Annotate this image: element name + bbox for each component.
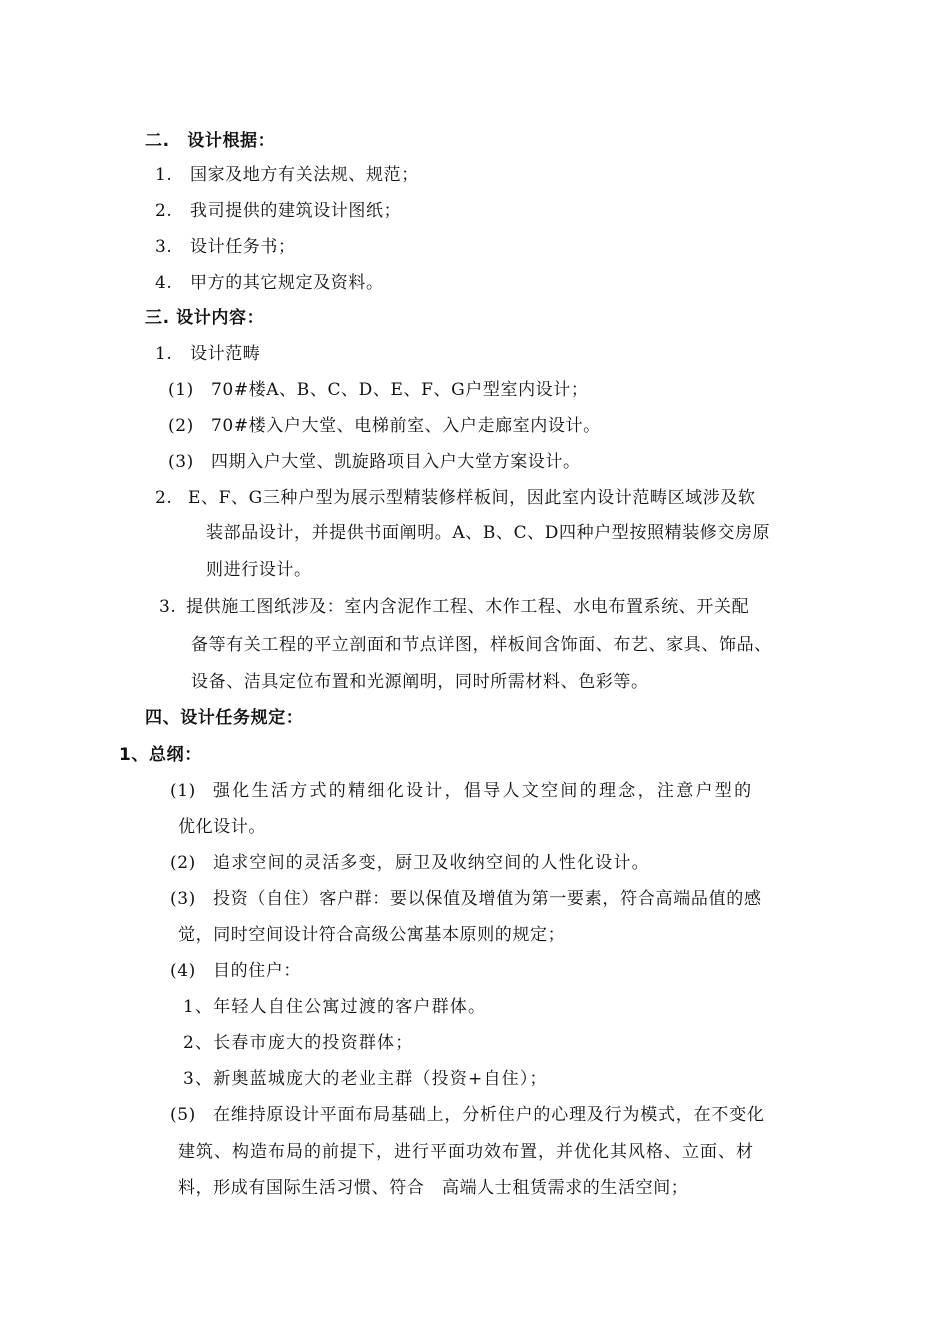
item-number: (2) [168,416,194,436]
sub-item [168,414,601,438]
list-item [155,163,419,187]
item-text: 目的住户： [213,961,301,981]
sub-item [170,1103,765,1127]
list-item: 1、年轻人自住公寓过渡的客户群体。 [183,997,487,1017]
item-number: 3. [159,597,177,617]
list-item [155,199,401,223]
item-number: (2) [170,853,196,873]
section-3-heading: 三. 设计内容： [145,308,265,328]
item-text: 四期入户大堂、凯旋路项目入户大堂方案设计。 [211,452,581,472]
item-number: (3) [170,889,196,909]
section-2-heading: 二. 设计根据： [145,131,276,151]
section-4-heading: 四、设计任务规定： [145,708,304,728]
sub-item [170,887,762,911]
item-number: 1. [155,344,173,364]
paragraph-line: 则进行设计。 [206,560,312,580]
paragraph-line: 强化生活方式的精细化设计，倡导人文空间的理念，注意户型的 [213,781,754,801]
list-item [155,271,384,295]
sub-item [170,959,301,983]
list-item: 2、长春市庞大的投资群体； [183,1033,414,1053]
item-number: 3. [155,237,173,257]
sub-heading: 1、总纲： [119,745,202,765]
item-text: 我司提供的建筑设计图纸； [190,201,402,221]
item-number: (5) [170,1105,196,1125]
item-text: 追求空间的灵活多变，厨卫及收纳空间的人性化设计。 [213,853,650,873]
list-item [155,342,260,366]
paragraph-line: 备等有关工程的平立剖面和节点详图，样板间含饰面、布艺、家具、饰品、 [191,635,772,655]
sub-item [168,450,581,474]
list-item [155,486,756,510]
item-number: 4. [155,273,173,293]
sub-item [170,779,753,803]
paragraph-line: 觉，同时空间设计符合高级公寓基本原则的规定； [178,925,566,945]
paragraph-line: 装部品设计，并提供书面阐明。A、B、C、D四种户型按照精装修交房原 [206,523,771,543]
item-text: 设计任务书； [190,237,296,257]
item-text: 甲方的其它规定及资料。 [190,273,384,293]
paragraph-line: 建筑、构造布局的前提下，进行平面功效布置，并优化其风格、立面、材 [178,1142,754,1162]
item-number: 2. [155,488,173,508]
paragraph-line: E、F、G三种户型为展示型精装修样板间，因此室内设计范畴区域涉及软 [188,488,756,508]
item-text: 70#楼A、B、C、D、E、F、G户型室内设计； [211,380,589,400]
item-number: 1. [155,165,173,185]
item-text: 70#楼入户大堂、电梯前室、入户走廊室内设计。 [211,416,601,436]
sub-item [170,851,650,875]
item-text: 设计范畴 [190,344,261,364]
item-number: (4) [170,961,196,981]
paragraph-line: 提供施工图纸涉及：室内含泥作工程、木作工程、水电布置系统、开关配 [186,597,750,617]
item-number: (1) [170,781,196,801]
item-text: 国家及地方有关法规、规范； [190,165,419,185]
paragraph-line: 料，形成有国际生活习惯、符合 高端人士租赁需求的生活空间； [178,1178,689,1198]
item-number: (3) [168,452,194,472]
item-number: 2. [155,201,173,221]
sub-item [168,378,588,402]
item-number: (1) [168,380,194,400]
paragraph-line: 设备、洁具定位布置和光源阐明，同时所需材料、色彩等。 [191,672,649,692]
paragraph-line: 在维持原设计平面布局基础上，分析住户的心理及行为模式，在不变化 [213,1105,765,1125]
list-item [155,235,296,259]
paragraph-line: 投资（自住）客户群：要以保值及增值为第一要素，符合高端品值的感 [213,889,762,909]
paragraph-line: 优化设计。 [178,817,266,837]
list-item [159,595,749,619]
list-item: 3、新奥蓝城庞大的老业主群（投资+自住）； [183,1069,548,1089]
